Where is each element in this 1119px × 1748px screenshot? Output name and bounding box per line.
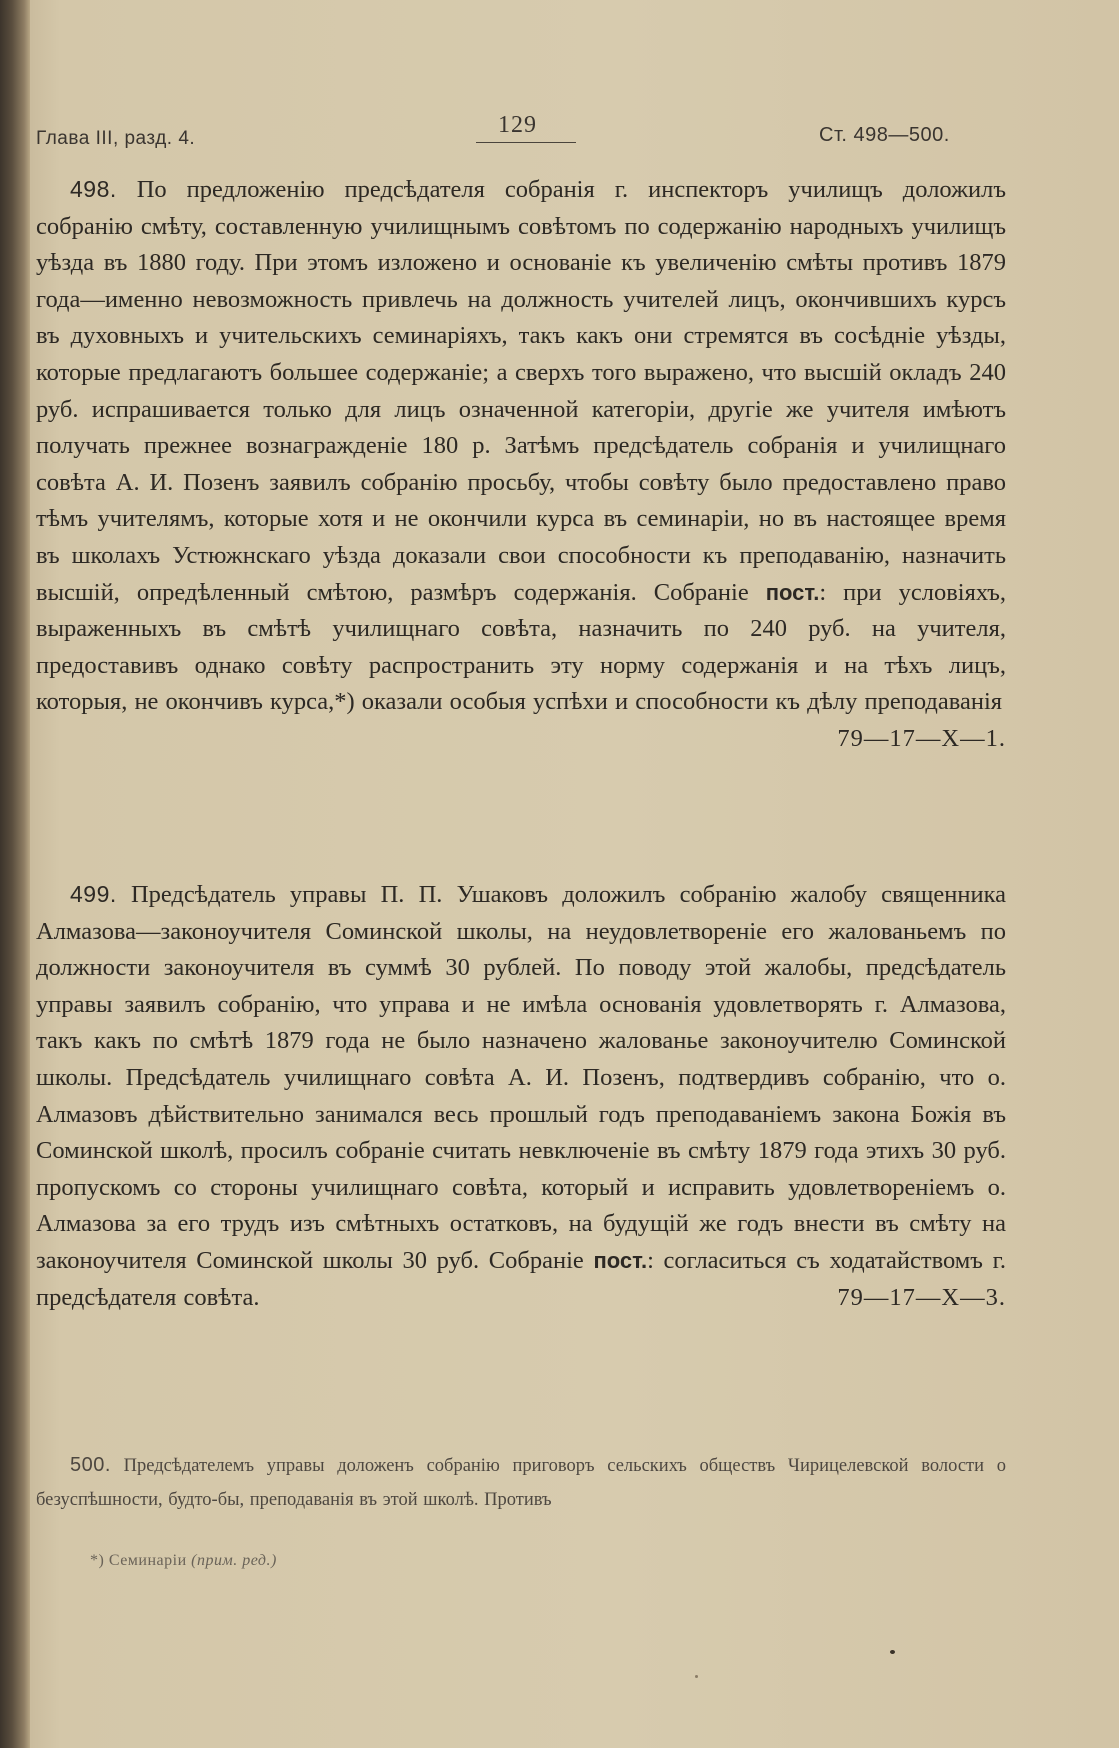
paragraph-text: Предсѣдателемъ управы доложенъ собранію приговоръ сельскихъ обществъ Чирицелевской волости о безуспѣшности, будто-бы, преподаванія въ этой школѣ. Противъ <box>36 1456 1006 1510</box>
running-header <box>36 108 1023 152</box>
article-498 <box>36 171 1006 758</box>
article-range: Ст. 498—500. <box>819 124 950 146</box>
book-spine <box>0 0 30 1748</box>
footnote-text: Семинаріи <box>108 1552 187 1569</box>
paragraph <box>36 1448 1006 1517</box>
footnote-note: (прим. ред.) <box>191 1552 277 1569</box>
chapter-label: Глава III, разд. 4. <box>36 128 196 149</box>
ink-speck <box>890 1650 895 1654</box>
paragraph-text: : согласиться съ ходатайствомъ г. предсѣдателя совѣта. <box>36 1246 1007 1311</box>
paragraph <box>36 171 1006 752</box>
footnote-mark: *) <box>90 1552 105 1569</box>
header-rule <box>476 142 576 143</box>
article-number: 500. <box>70 1454 111 1476</box>
paragraph <box>36 876 1006 1316</box>
footnote <box>90 1552 277 1570</box>
article-number: 499. <box>70 881 117 907</box>
paragraph-text: Предсѣдатель управы П. П. Ушаковъ доложилъ собранію жалобу священника Алмазова—законоучителя Соминской школы, на неудовлетвореніе его жалованьемъ по должности законоучителя въ суммѣ 30 рублей. По поводу этой жалобы, предсѣдатель управы заявилъ собранію, что управа и не имѣла основанія удовлетворять г. Алмазова, такъ какъ по смѣтѣ 1879 года не было назначено жалованье законоучителю Соминской школы. Предсѣдатель училищнаго совѣта А. И. Позенъ, подтвердивъ собранію, что о. Алмазовъ дѣйствительно занимался весь прошлый годъ преподаваніемъ закона Божія въ Соминской школѣ, просилъ собраніе считать невключеніе въ смѣту 1879 года этихъ 30 руб. пропускомъ со стороны училищнаго совѣта, который и исправить удовлетвореніемъ о. Алмазова за его трудъ изъ смѣтныхъ остатковъ, на будущій же годъ внести въ смѣту на законоучителя Соминской школы 30 руб. Собраніе <box>36 881 1006 1274</box>
journal-reference: 79—17—X—1. <box>837 724 1006 752</box>
paragraph-text: По предложенію предсѣдателя собранія г. инспекторъ училищъ доложилъ собранію смѣту, составленную училищнымъ совѣтомъ по содержанію народныхъ училищъ уѣзда въ 1880 году. При этомъ изложено и основаніе къ увеличенію смѣты противъ 1879 года—именно невозможность привлечь на должность учителей лицъ, окончившихъ курсъ въ духовныхъ и учительскихъ семинаріяхъ, такъ какъ они стремятся въ сосѣдніе уѣзды, которые предлагаютъ большее содержаніе; а сверхъ того выражено, что высшій окладъ 240 руб. испрашивается только для лицъ означенной категоріи, другіе же учителя имѣютъ получать прежнее вознагражденіе 180 р. Затѣмъ предсѣдатель собранія и училищнаго совѣта А. И. Позенъ заявилъ собранію просьбу, чтобы совѣту было предоставлено право тѣмъ учителямъ, которые хотя и не окончили курса въ семинаріи, но въ настоящее время въ школахъ Устюжнскаго уѣзда доказали свои способности къ преподаванію, назначить высшій, опредѣленный смѣтою, размѣръ содержанія. Собраніе <box>36 176 1006 606</box>
resolution-mark: пост. <box>765 579 820 605</box>
article-499 <box>36 876 1006 1316</box>
article-500 <box>36 1448 1006 1517</box>
resolution-mark: пост. <box>593 1247 648 1273</box>
article-number: 498. <box>70 176 117 202</box>
page-number: 129 <box>498 112 537 138</box>
ink-speck <box>695 1675 698 1678</box>
journal-reference: 79—17—X—3. <box>837 1283 1006 1311</box>
paragraph-text: : при условіяхъ, выраженныхъ въ смѣтѣ училищнаго совѣта, назначить по 240 руб. на учителя, предоставивъ однако совѣту распространить эту норму содержанія и на тѣхъ лицъ, которыя, не окончивъ курса,*) оказали особыя успѣхи и способности къ дѣлу преподаванія <box>36 578 1006 716</box>
